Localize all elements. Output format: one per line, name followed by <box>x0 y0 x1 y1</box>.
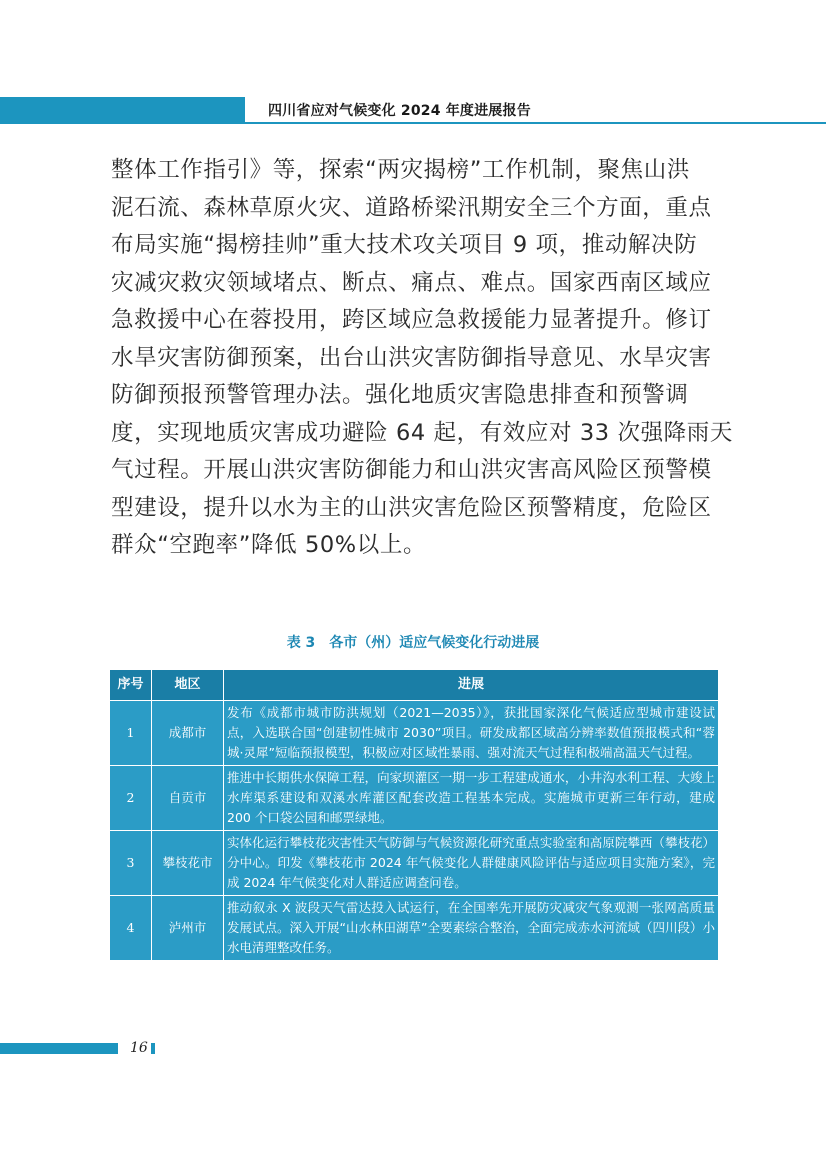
body-paragraph <box>111 152 733 565</box>
header-progress: 进展 <box>224 670 719 701</box>
body-line: 布局实施“揭榜挂帅”重大技术攻关项目 9 项，推动解决防 <box>111 232 698 258</box>
table-row <box>110 896 719 961</box>
header-region: 地区 <box>152 670 224 701</box>
table-row <box>110 701 719 766</box>
body-line: 泥石流、森林草原火灾、道路桥梁汛期安全三个方面，重点 <box>111 194 712 221</box>
table-caption: 表 3 各市（州）适应气候变化行动进展 <box>286 635 540 651</box>
city-progress-table <box>109 669 719 961</box>
body-line: 灾减灾救灾领域堵点、断点、痛点、难点。国家西南区域应 <box>111 269 712 296</box>
row-region: 泸州市 <box>152 896 224 961</box>
footer-accent-bar <box>0 1043 118 1054</box>
page-number-tick <box>151 1043 155 1054</box>
row-no: 1 <box>110 701 152 766</box>
body-line: 度，实现地质灾害成功避险 64 起，有效应对 33 次强降雨天 <box>111 419 733 446</box>
row-region: 成都市 <box>152 701 224 766</box>
header-rule <box>0 122 826 124</box>
row-region: 攀枝花市 <box>152 831 224 896</box>
header-accent-bar <box>0 97 245 123</box>
body-line: 气过程。开展山洪灾害防御能力和山洪灾害高风险区预警模 <box>111 457 712 483</box>
body-line: 型建设，提升以水为主的山洪灾害危险区预警精度，危险区 <box>111 494 712 521</box>
row-progress: 推动叙永 X 波段天气雷达投入试运行，在全国率先开展防灾减灾气象观测一张网高质量发展试点。深入开展“山水林田湖草”全要素综合整治，全面完成赤水河流域（四川段）小水电清理整改任务。 <box>224 896 719 961</box>
body-line: 水旱灾害防御预案，出台山洪灾害防御指导意见、水旱灾害 <box>111 344 712 371</box>
page-number: 16 <box>130 1040 148 1056</box>
row-progress: 实体化运行攀枝花灾害性天气防御与气候资源化研究重点实验室和高原院攀西（攀枝花）分中心。印发《攀枝花市 2024 年气候变化人群健康风险评估与适应项目实施方案》，完成 2024 年气候变化对人群适应调查问卷。 <box>224 831 719 896</box>
row-no: 3 <box>110 831 152 896</box>
row-region: 自贡市 <box>152 766 224 831</box>
row-progress: 发布《成都市城市防洪规划（2021—2035）》，获批国家深化气候适应型城市建设试点，入选联合国“创建韧性城市 2030”项目。研发成都区域高分辨率数值预报模式和“蓉城·灵犀”短临预报模型，积极应对区域性暴雨、强对流天气过程和极端高温天气过程。 <box>224 701 719 766</box>
table-row <box>110 766 719 831</box>
running-header-title: 四川省应对气候变化 2024 年度进展报告 <box>268 103 531 119</box>
row-no: 2 <box>110 766 152 831</box>
body-line: 群众“空跑率”降低 50%以上。 <box>111 532 427 558</box>
header-no: 序号 <box>110 670 152 701</box>
row-progress: 推进中长期供水保障工程，向家坝灌区一期一步工程建成通水，小井沟水利工程、大竣上水库渠系建设和双溪水库灌区配套改造工程基本完成。实施城市更新三年行动，建成 200 个口袋公园和邮票绿地。 <box>224 766 719 831</box>
body-line: 急救援中心在蓉投用，跨区域应急救援能力显著提升。修订 <box>111 307 712 333</box>
row-no: 4 <box>110 896 152 961</box>
body-line: 整体工作指引》等，探索“两灾揭榜”工作机制，聚焦山洪 <box>111 157 690 183</box>
body-line: 防御预报预警管理办法。强化地质灾害隐患排查和预警调 <box>111 382 689 408</box>
table-row <box>110 831 719 896</box>
table-header-row <box>110 670 719 701</box>
